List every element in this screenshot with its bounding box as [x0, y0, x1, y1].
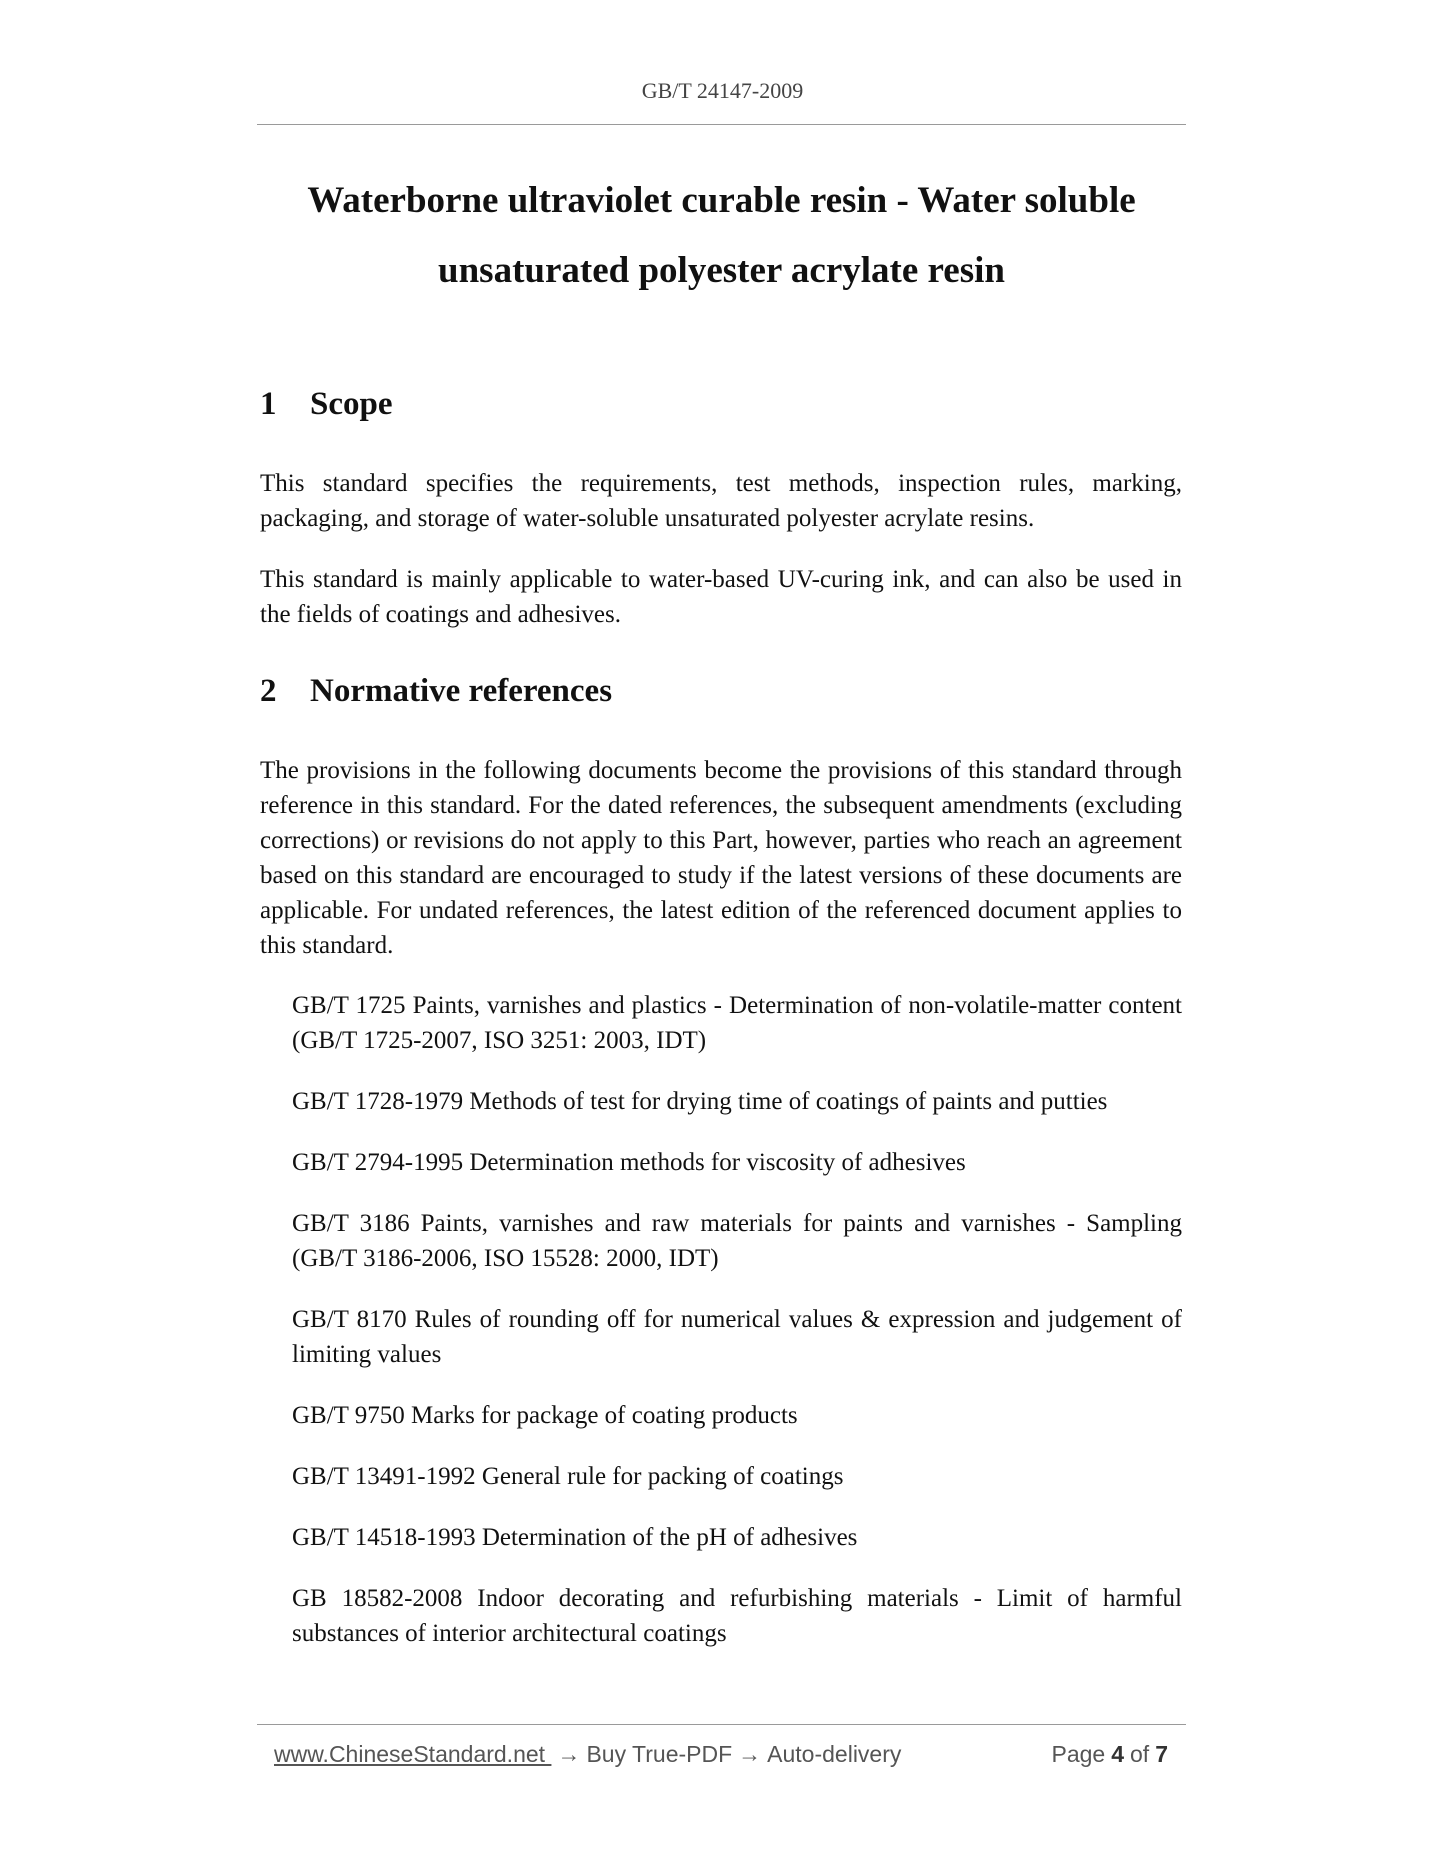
reference-item: GB/T 8170 Rules of rounding off for numerical values & expression and judgement of limiting values	[292, 1306, 1182, 1368]
section-1-title: Scope	[310, 386, 393, 422]
section-1-heading	[260, 386, 393, 423]
title-line-1: Waterborne ultraviolet curable resin - Water soluble	[307, 180, 1136, 221]
footer	[274, 1741, 1174, 1768]
scope-paragraph-2: This standard is mainly applicable to water-based UV-curing ink, and can also be used in the fields of coatings and adhesives.	[260, 566, 1182, 628]
footer-rule	[257, 1724, 1186, 1725]
reference-item: GB/T 1725 Paints, varnishes and plastics - Determination of non-volatile-matter content (GB/T 1725-2007, ISO 3251: 2003, IDT)	[292, 992, 1182, 1054]
reference-item: GB/T 1728-1979 Methods of test for drying time of coatings of paints and putties	[292, 1088, 1108, 1115]
reference-item: GB/T 9750 Marks for package of coating products	[292, 1402, 798, 1429]
website-link[interactable]: www.ChineseStandard.net	[274, 1741, 552, 1767]
auto-delivery-text: Auto-delivery	[767, 1741, 902, 1767]
page-of-label: of	[1130, 1741, 1150, 1767]
references-intro-paragraph: The provisions in the following documents become the provisions of this standard through reference in this standard. For the dated references, the subsequent amendments (excluding corrections) or revisions do not apply to this Part, however, parties who reach an agreement based on this standard are encouraged to study if the latest versions of these documents are applicable. For undated references, the latest edition of the referenced document applies to this standard.	[260, 757, 1182, 959]
section-2-heading	[260, 673, 612, 710]
reference-item: GB/T 14518-1993 Determination of the pH of adhesives	[292, 1524, 858, 1551]
arrow-right-icon: →	[557, 1741, 581, 1767]
title-line-2: unsaturated polyester acrylate resin	[438, 250, 1005, 291]
header-rule	[257, 124, 1186, 125]
section-2-number: 2	[260, 673, 277, 709]
page-current: 4	[1111, 1741, 1125, 1767]
reference-item: GB 18582-2008 Indoor decorating and refurbishing materials - Limit of harmful substances of interior architectural coatings	[292, 1585, 1182, 1647]
reference-item: GB/T 3186 Paints, varnishes and raw materials for paints and varnishes - Sampling (GB/T 3186-2006, ISO 15528: 2000, IDT)	[292, 1210, 1182, 1272]
reference-item: GB/T 13491-1992 General rule for packing of coatings	[292, 1463, 844, 1490]
buy-true-pdf-text: Buy True-PDF	[586, 1741, 733, 1767]
references-list	[292, 988, 1182, 1677]
page-total: 7	[1155, 1741, 1168, 1767]
header-doc-id: GB/T 24147-2009	[641, 78, 804, 103]
arrow-right-icon: →	[738, 1741, 762, 1767]
page-indicator	[1052, 1741, 1175, 1768]
document-title	[257, 166, 1186, 306]
section-2-title: Normative references	[310, 673, 613, 709]
scope-paragraph-1: This standard specifies the requirements, test methods, inspection rules, marking, packaging, and storage of water-soluble unsaturated polyester acrylate resins.	[260, 470, 1182, 532]
page-label: Page	[1051, 1741, 1106, 1767]
section-1-number: 1	[260, 386, 277, 422]
reference-item: GB/T 2794-1995 Determination methods for viscosity of adhesives	[292, 1149, 966, 1176]
